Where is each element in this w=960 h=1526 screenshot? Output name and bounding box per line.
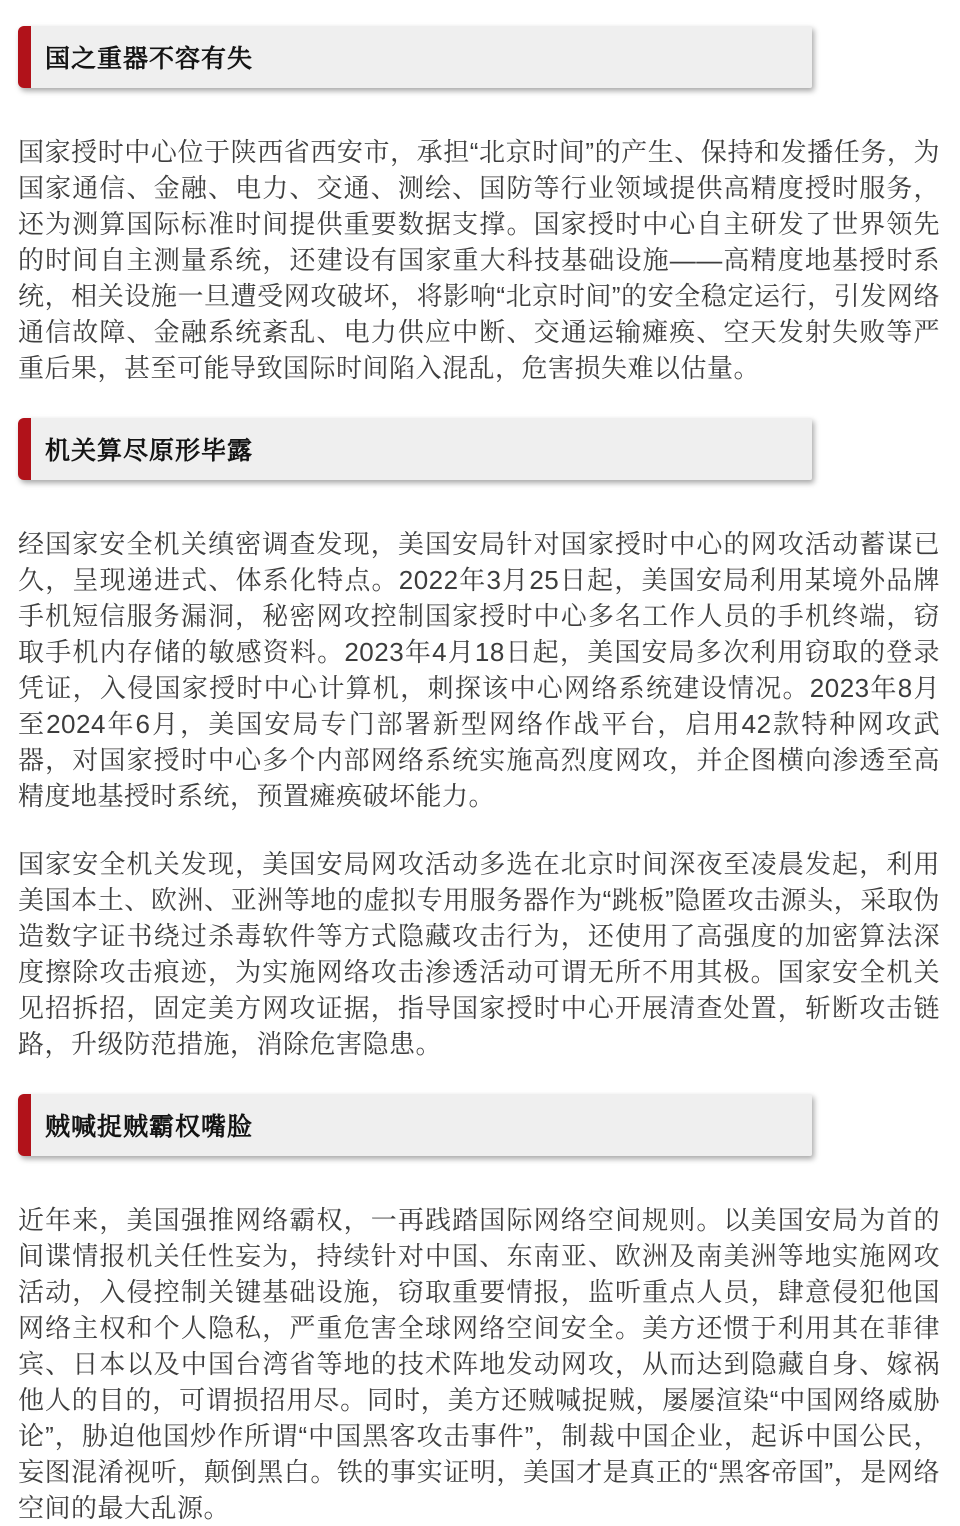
section-header xyxy=(18,26,812,88)
paragraph: 国家授时中心位于陕西省西安市，承担“北京时间”的产生、保持和发播任务，为国家通信、金融、电力、交通、测绘、国防等行业领域提供高精度授时服务，还为测算国际标准时间提供重要数据支撑。国家授时中心自主研发了世界领先的时间自主测量系统，还建设有国家重大科技基础设施——高精度地基授时系统，相关设施一旦遭受网攻破坏，将影响“北京时间”的安全稳定运行，引发网络通信故障、金融系统紊乱、电力供应中断、交通运输瘫痪、空天发射失败等严重后果，甚至可能导致国际时间陷入混乱，危害损失难以估量。 xyxy=(18,137,940,383)
paragraph: 经国家安全机关缜密调查发现，美国安局针对国家授时中心的网攻活动蓄谋已久，呈现递进式、体系化特点。2022年3月25日起，美国安局利用某境外品牌手机短信服务漏洞，秘密网攻控制国家授时中心多名工作人员的手机终端，窃取手机内存储的敏感资料。2023年4月18日起，美国安局多次利用窃取的登录凭证，入侵国家授时中心计算机，刺探该中心网络系统建设情况。2023年8月至2024年6月，美国安局专门部署新型网络作战平台，启用42款特种网攻武器，对国家授时中心多个内部网络系统实施高烈度网攻，并企图横向渗透至高精度地基授时系统，预置瘫痪破坏能力。 xyxy=(18,529,940,811)
section-title: 贼喊捉贼霸权嘴脸 xyxy=(45,1113,254,1141)
red-accent-bar xyxy=(18,418,31,480)
section-title: 国之重器不容有失 xyxy=(45,45,254,73)
red-accent-bar xyxy=(18,1094,31,1156)
section-header xyxy=(18,1094,812,1156)
section-national-asset xyxy=(18,26,940,386)
section-header xyxy=(18,418,812,480)
section-title: 机关算尽原形毕露 xyxy=(45,437,254,465)
section-investigation xyxy=(18,418,940,1062)
paragraph: 近年来，美国强推网络霸权，一再践踏国际网络空间规则。以美国安局为首的间谍情报机关任性妄为，持续针对中国、东南亚、欧洲及南美洲等地实施网攻活动，入侵控制关键基础设施，窃取重要情报，监听重点人员，肆意侵犯他国网络主权和个人隐私，严重危害全球网络空间安全。美方还惯于利用其在菲律宾、日本以及中国台湾省等地的技术阵地发动网攻，从而达到隐藏自身、嫁祸他人的目的，可谓损招用尽。同时，美方还贼喊捉贼，屡屡渲染“中国网络威胁论”，胁迫他国炒作所谓“中国黑客攻击事件”，制裁中国企业，起诉中国公民，妄图混淆视听，颠倒黑白。铁的事实证明，美国才是真正的“黑客帝国”，是网络空间的最大乱源。 xyxy=(18,1205,940,1523)
section-hegemony xyxy=(18,1094,940,1526)
red-accent-bar xyxy=(18,26,31,88)
paragraph: 国家安全机关发现，美国安局网攻活动多选在北京时间深夜至凌晨发起，利用美国本土、欧洲、亚洲等地的虚拟专用服务器作为“跳板”隐匿攻击源头，采取伪造数字证书绕过杀毒软件等方式隐藏攻击行为，还使用了高强度的加密算法深度擦除攻击痕迹，为实施网络攻击渗透活动可谓无所不用其极。国家安全机关见招拆招，固定美方网攻证据，指导国家授时中心开展清查处置，斩断攻击链路，升级防范措施，消除危害隐患。 xyxy=(18,849,940,1059)
